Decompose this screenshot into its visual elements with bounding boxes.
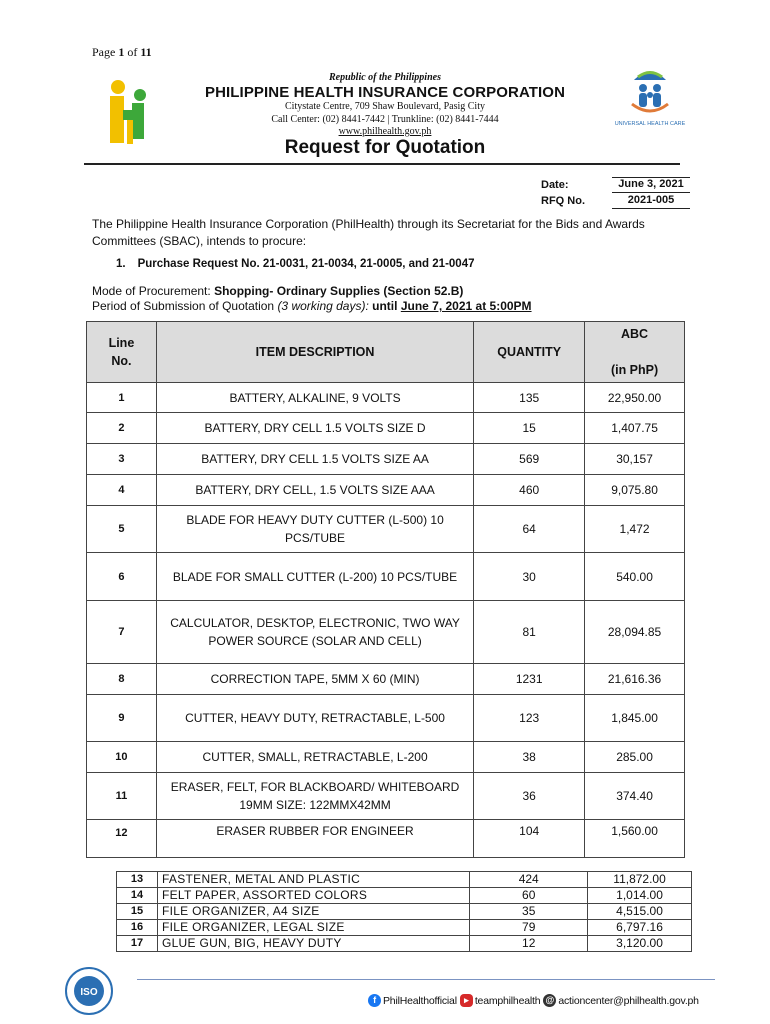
universal-health-care-logo-icon — [608, 62, 692, 134]
table-row: 12 ERASER RUBBER FOR ENGINEER 104 1,560.00 — [87, 820, 685, 858]
table-row: 17 GLUE GUN, BIG, HEAVY DUTY 12 3,120.00 — [117, 936, 692, 952]
table-row: 2 BATTERY, DRY CELL 1.5 VOLTS SIZE D 15 1,407.75 — [87, 413, 685, 444]
table-row: 6 BLADE FOR SMALL CUTTER (L-200) 10 PCS/TUBE 30 540.00 — [87, 553, 685, 601]
header-item-description: ITEM DESCRIPTION — [156, 322, 473, 383]
footer-divider — [137, 979, 715, 980]
page-number: Page 1 of 11 — [92, 45, 152, 59]
table-row: 15 FILE ORGANIZER, A4 SIZE 35 4,515.00 — [117, 904, 692, 920]
purchase-request-text: Purchase Request No. 21-0031, 21-0034, 21-0005, and 21-0047 — [137, 258, 475, 270]
procurement-mode: Mode of Procurement: Shopping- Ordinary Supplies (Section 52.B) Period of Submission of Quotation (3 working days): until June 7, 2021 at 5:00PM — [92, 284, 532, 313]
table-row: 11 ERASER, FELT, FOR BLACKBOARD/ WHITEBOARD 19MM SIZE: 122MMX42MM 36 374.40 — [87, 773, 685, 820]
rfq-label: RFQ No. — [541, 195, 585, 207]
table-row: 5 BLADE FOR HEAVY DUTY CUTTER (L-500) 10 PCS/TUBE 64 1,472 — [87, 506, 685, 553]
header-quantity: QUANTITY — [474, 322, 585, 383]
organization-name: PHILIPPINE HEALTH INSURANCE CORPORATION — [204, 84, 566, 101]
table-row: 8 CORRECTION TAPE, 5MM X 60 (MIN) 1231 21,616.36 — [87, 664, 685, 695]
rfq-number: 2021-005 — [612, 194, 690, 209]
youtube-icon: ▸ — [460, 994, 473, 1007]
table-row: 7 CALCULATOR, DESKTOP, ELECTRONIC, TWO WAY POWER SOURCE (SOLAR AND CELL) 81 28,094.85 — [87, 601, 685, 664]
table-row: 1 BATTERY, ALKALINE, 9 VOLTS 135 22,950.00 — [87, 383, 685, 413]
list-number: 1. — [116, 258, 126, 270]
items-table — [86, 321, 685, 858]
footer-contacts — [368, 994, 702, 1007]
email-icon: @ — [543, 994, 556, 1007]
items-table-continued — [116, 871, 692, 952]
iso-badge-text: ISO — [80, 987, 98, 998]
table-row: 14 FELT PAPER, ASSORTED COLORS 60 1,014.00 — [117, 888, 692, 904]
header-abc: ABC (in PhP) — [585, 322, 685, 383]
website-link[interactable]: www.philhealth.gov.ph — [338, 126, 432, 137]
address-line: Citystate Centre, 709 Shaw Boulevard, Pasig City — [285, 101, 485, 112]
title-divider — [84, 163, 680, 165]
table-row: 10 CUTTER, SMALL, RETRACTABLE, L-200 38 285.00 — [87, 742, 685, 773]
table-row: 13 FASTENER, METAL AND PLASTIC 424 11,872.00 — [117, 872, 692, 888]
table-row: 16 FILE ORGANIZER, LEGAL SIZE 79 6,797.16 — [117, 920, 692, 936]
facebook-icon: f — [368, 994, 381, 1007]
facebook-link[interactable]: f PhilHealthofficial — [368, 994, 457, 1007]
philhealth-logo-icon — [105, 76, 155, 146]
email-link[interactable]: @ actioncenter@philhealth.gov.ph — [543, 994, 698, 1007]
header-line-no: Line No. — [87, 322, 157, 383]
table-row: 4 BATTERY, DRY CELL, 1.5 VOLTS SIZE AAA 460 9,075.80 — [87, 475, 685, 506]
republic-heading: Republic of the Philippines — [329, 72, 441, 83]
table-row: 9 CUTTER, HEAVY DUTY, RETRACTABLE, L-500 123 1,845.00 — [87, 695, 685, 742]
contact-line: Call Center: (02) 8441-7442 | Trunkline: (02) 8441-7444 — [271, 114, 499, 125]
intro-paragraph: The Philippine Health Insurance Corporation (PhilHealth) through its Secretariat for the Bids and Awards Committees (SBAC), intends to procure: — [92, 217, 645, 248]
youtube-link[interactable]: ▸ teamphilhealth — [460, 994, 541, 1007]
purchase-request-line — [116, 258, 486, 270]
document-title: Request for Quotation — [284, 137, 486, 158]
iso-certification-icon — [64, 966, 114, 1016]
uhc-logo-text: UNIVERSAL HEALTH CARE — [614, 121, 686, 127]
date-value: June 3, 2021 — [612, 177, 690, 193]
table-row: 3 BATTERY, DRY CELL 1.5 VOLTS SIZE AA 569 30,157 — [87, 444, 685, 475]
deadline: June 7, 2021 at 5:00PM — [400, 299, 532, 313]
date-label: Date: — [541, 179, 569, 191]
